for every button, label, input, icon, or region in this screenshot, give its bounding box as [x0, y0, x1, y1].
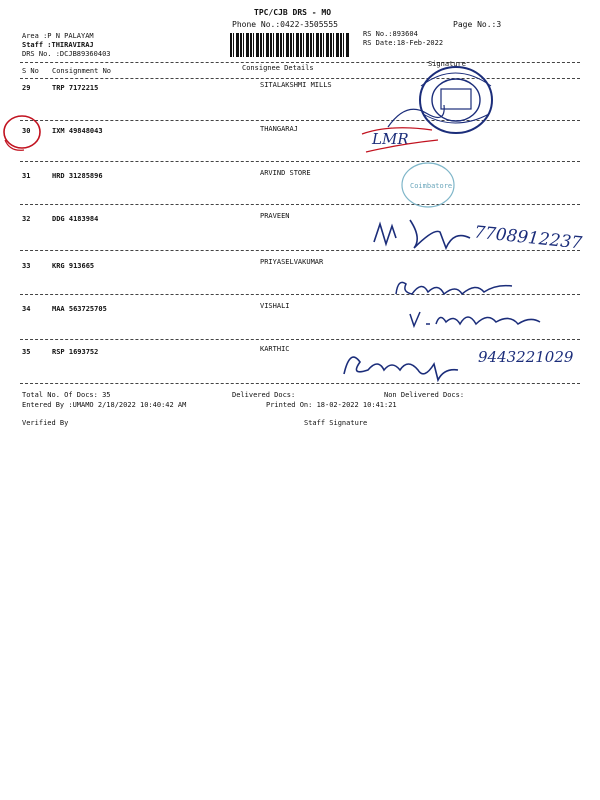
row-sno: 32 [22, 215, 31, 223]
delivered-docs: Delivered Docs: [232, 391, 296, 399]
row-consignee: VISHALI [260, 302, 290, 310]
col-consignment: Consignment No [52, 67, 112, 75]
col-consignee: Consignee Details [242, 64, 314, 72]
staff-label: Staff :THIRAVIRAJ [22, 41, 94, 49]
handwritten-phone: 9443221029 [478, 348, 574, 366]
row-consignment: HRD 31285896 [52, 172, 103, 180]
row-consignment: TRP 7172215 [52, 84, 99, 92]
handwritten-initials: LMR [372, 130, 409, 148]
signature-scrawl [338, 340, 478, 386]
red-underline-mark [360, 120, 440, 160]
row-consignment: DDG 4183984 [52, 215, 99, 223]
red-circle-mark [0, 110, 50, 160]
rs-date: RS Date:18-Feb-2022 [363, 39, 444, 47]
entered-by: Entered By :UMAMO 2/18/2022 10:40:42 AM [22, 401, 187, 409]
signature-scrawl [406, 304, 546, 334]
divider [20, 339, 580, 340]
stamp-text: Coimbatore [410, 182, 453, 190]
row-consignment: IXM 49848043 [52, 127, 103, 135]
drs-number: DRS No. :DCJB89360403 [22, 50, 111, 58]
signature-scrawl [370, 208, 480, 260]
row-consignment: KRG 913665 [52, 262, 95, 270]
row-consignee: SITALAKSHMI MILLS [260, 81, 332, 89]
total-docs: Total No. Of Docs: 35 [22, 391, 111, 399]
staff-signature: Staff Signature [304, 419, 368, 427]
barcode [230, 33, 350, 57]
col-signature: Signature [428, 60, 466, 68]
divider [20, 250, 580, 251]
row-consignee: PRAVEEN [260, 212, 290, 220]
col-sno: S No [22, 67, 39, 75]
row-consignee: THANGARAJ [260, 125, 298, 133]
printed-on: Printed On: 18-02-2022 10:41:21 [266, 401, 397, 409]
phone-number: Phone No.:0422-3505555 [232, 20, 338, 29]
row-sno: 31 [22, 172, 31, 180]
page-number: Page No.:3 [453, 20, 502, 29]
row-sno: 29 [22, 84, 31, 92]
row-consignee: KARTHIC [260, 345, 290, 353]
row-consignment: MAA 563725705 [52, 305, 107, 313]
divider [20, 204, 580, 205]
verified-by: Verified By [22, 419, 69, 427]
row-sno: 33 [22, 262, 31, 270]
row-consignee: ARVIND STORE [260, 169, 311, 177]
divider [20, 161, 580, 162]
row-consignee: PRIYASELVAKUMAR [260, 258, 324, 266]
document-title: TPC/CJB DRS - MO [254, 8, 332, 17]
row-sno: 30 [22, 127, 31, 135]
row-sno: 34 [22, 305, 31, 313]
row-sno: 35 [22, 348, 31, 356]
non-delivered-docs: Non Delivered Docs: [384, 391, 465, 399]
handwritten-phone: 7708912237 [473, 222, 583, 254]
area-label: Area :P N PALAYAM [22, 32, 94, 40]
row-consignment: RSP 1693752 [52, 348, 99, 356]
rs-number: RS No.:893604 [363, 30, 418, 38]
divider [20, 383, 580, 384]
signature-scrawl [392, 272, 522, 302]
